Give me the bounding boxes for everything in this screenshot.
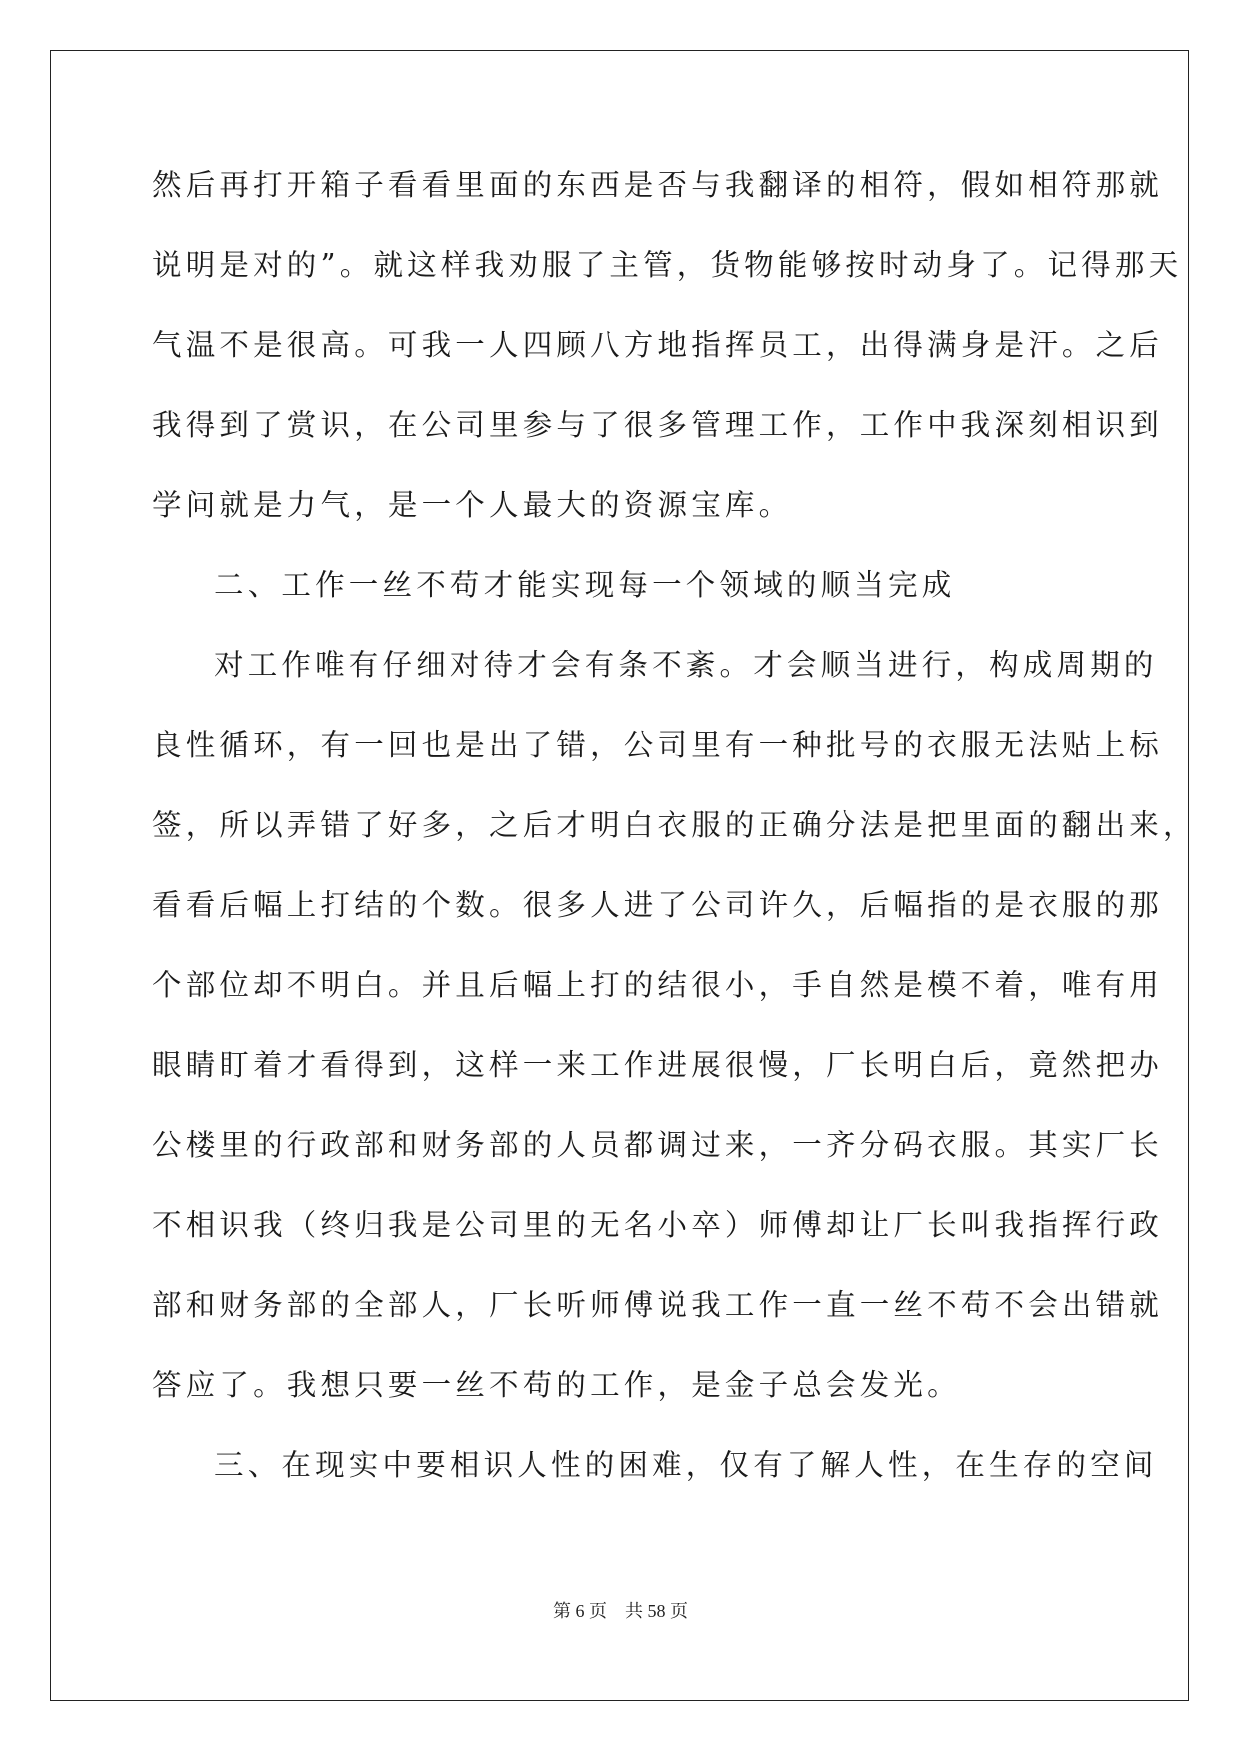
text-line: 对工作唯有仔细对待才会有条不紊。才会顺当进行，构成周期的 [214,648,1158,682]
text-line: 个部位却不明白。并且后幅上打的结很小，手自然是模不着，唯有用 [152,968,1164,1002]
text-line: 良性循环，有一回也是出了错，公司里有一种批号的衣服无法贴上标 [152,728,1164,762]
section-heading: 三、在现实中要相识人性的困难，仅有了解人性，在生存的空间 [214,1448,1158,1482]
text-line: 签，所以弄错了好多，之后才明白衣服的正确分法是把里面的翻出来， [152,808,1197,842]
text-line: 部和财务部的全部人，厂长听师傅说我工作一直一丝不苟不会出错就 [152,1288,1164,1322]
text-line: 公楼里的行政部和财务部的人员都调过来，一齐分码衣服。其实厂长 [152,1128,1164,1162]
section-heading: 二、工作一丝不苟才能实现每一个领域的顺当完成 [214,568,956,602]
page-number: 第 6 页 [553,1601,607,1621]
text-line: 答应了。我想只要一丝不苟的工作，是金子总会发光。 [152,1368,961,1402]
text-line: 不相识我（终归我是公司里的无名小卒）师傅却让厂长叫我指挥行政 [152,1208,1164,1242]
page-total: 共 58 页 [625,1601,688,1621]
text-line: 然后再打开箱子看看里面的东西是否与我翻译的相符，假如相符那就 [152,168,1164,202]
text-line: 学问就是力气，是一个人最大的资源宝库。 [152,488,793,522]
text-line: 气温不是很高。可我一人四顾八方地指挥员工，出得满身是汗。之后 [152,328,1164,362]
text-line: 看看后幅上打结的个数。很多人进了公司许久，后幅指的是衣服的那 [152,888,1164,922]
page-footer [0,1597,1241,1623]
text-line: 眼睛盯着才看得到，这样一来工作进展很慢，厂长明白后，竟然把办 [152,1048,1164,1082]
document-body [152,160,1197,1520]
text-line: 我得到了赏识，在公司里参与了很多管理工作，工作中我深刻相识到 [152,408,1164,442]
text-line: 说明是对的”。就这样我劝服了主管，货物能够按时动身了。记得那天 [152,248,1183,282]
